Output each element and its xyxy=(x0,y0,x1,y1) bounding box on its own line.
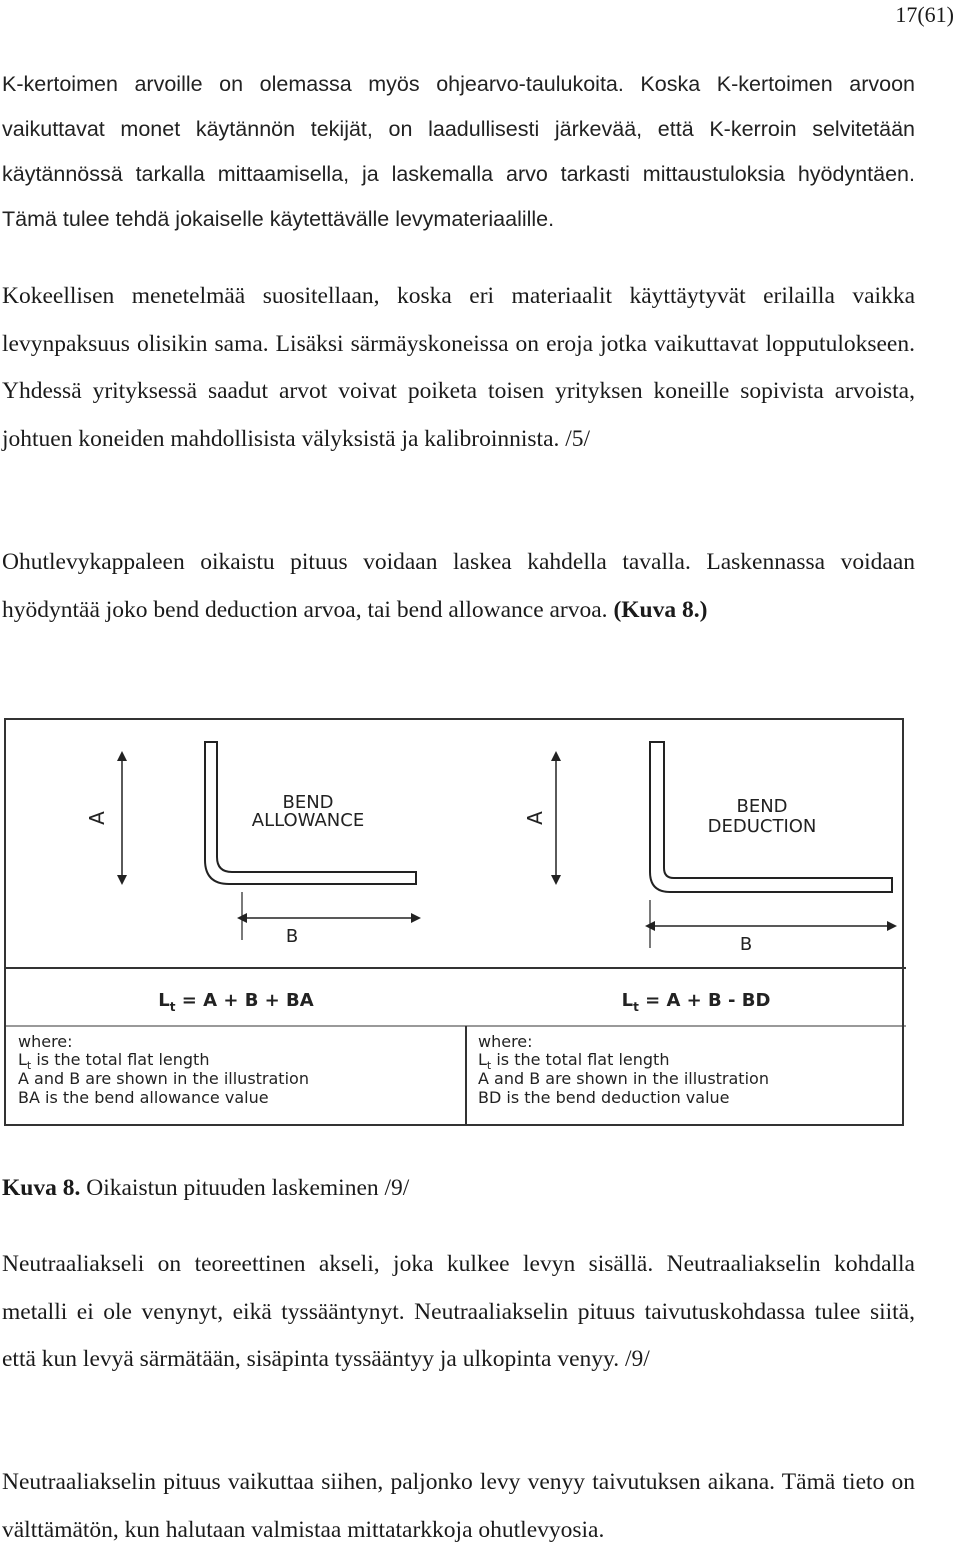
paragraph-experimental-method: Kokeellisen menetelmää suositellaan, koska eri materiaalit käyttäytyvät erilailla vaikka levynpaksuus olisikin sama. Lisäksi särmäyskoneissa on eroja jotka vaikuttavat lopputulokseen. Yhdessä yrityksessä saadut arvot voivat poiketa toisen yrityksen koneille sopivista arvoista, johtuen koneiden mahdollisista välyksistä ja kalibroinnista. /5/ xyxy=(2,283,915,452)
bend-diagram xyxy=(6,720,906,1128)
paragraph-neutral-axis: Neutraaliakseli on teoreettinen akseli, joka kulkee levyn sisällä. Neutraaliakselin kohdalla metalli ei ole venynyt, eikä tyssääntynyt. Neutraaliakselin pituus taivutuskohdassa tulee siitä, että kun levyä särmätään, sisäpinta tyssääntyy ja ulkopinta venyy. /9/ xyxy=(2,1251,915,1372)
bend-deduction-panel xyxy=(478,742,892,1107)
bend-deduction-title-1: BEND xyxy=(736,796,788,817)
legend-line1-left: $L_t$ is the total flat length xyxy=(18,1050,210,1072)
bend-allowance-title-2: ALLOWANCE xyxy=(251,810,365,831)
paragraph-neutral-axis-length: Neutraaliakselin pituus vaikuttaa siihen, paljonko levy venyy taivutuksen aikana. Tämä tieto on välttämätön, kun halutaan valmistaa mittatarkkoja ohutlevyosia. xyxy=(2,1469,915,1543)
formula-bend-allowance: $L_t = A + B$ + BA xyxy=(158,990,314,1014)
formula-bend-deduction: $L_t = A + B$ - BD xyxy=(621,990,771,1014)
dimension-a-label-right: A xyxy=(523,811,547,825)
dimension-a-label-left: A xyxy=(85,811,109,825)
legend-line2-left: A and B are shown in the illustration xyxy=(18,1069,309,1088)
where-label-left: where: xyxy=(18,1032,73,1051)
page-number: 17(61) xyxy=(895,2,954,27)
bend-allowance-panel xyxy=(18,742,416,1107)
bend-deduction-title-2: DEDUCTION xyxy=(707,816,817,837)
bend-allowance-title-1: BEND xyxy=(282,792,334,813)
where-label-right: where: xyxy=(478,1032,533,1051)
figure-caption xyxy=(2,1168,409,1208)
figure-reference: (Kuva 8.) xyxy=(613,596,708,623)
legend-line1-right: $L_t$ is the total flat length xyxy=(478,1050,670,1072)
paragraph-flat-length xyxy=(2,539,915,634)
dimension-b-label-left: B xyxy=(285,926,299,947)
legend-line2-right: A and B are shown in the illustration xyxy=(478,1069,769,1088)
caption-label: Kuva 8. xyxy=(2,1175,81,1201)
dimension-b-label-right: B xyxy=(739,934,753,955)
paragraph-flat-length-text: Ohutlevykappaleen oikaistu pituus voidaan laskea kahdella tavalla. Laskennassa voidaan hyödyntää joko bend deduction arvoa, tai bend allowance arvoa. xyxy=(2,549,915,623)
bend-figure xyxy=(4,718,904,1126)
paragraph-k-factor-tables: K-kertoimen arvoille on olemassa myös ohjearvo-taulukoita. Koska K-kertoimen arvoon vaikuttavat monet käytännön tekijät, on laadullisesti järkevää, että K-kerroin selvitetään käytännössä tarkalla mittaamisella, ja laskemalla arvo tarkasti mittaustuloksia hyödyntäen. Tämä tulee tehdä jokaiselle käytettävälle levymateriaalille. xyxy=(2,72,915,231)
caption-text: Oikaistun pituuden laskeminen /9/ xyxy=(80,1175,410,1201)
legend-line3-left: BA is the bend allowance value xyxy=(18,1088,269,1107)
legend-line3-right: BD is the bend deduction value xyxy=(478,1088,730,1107)
